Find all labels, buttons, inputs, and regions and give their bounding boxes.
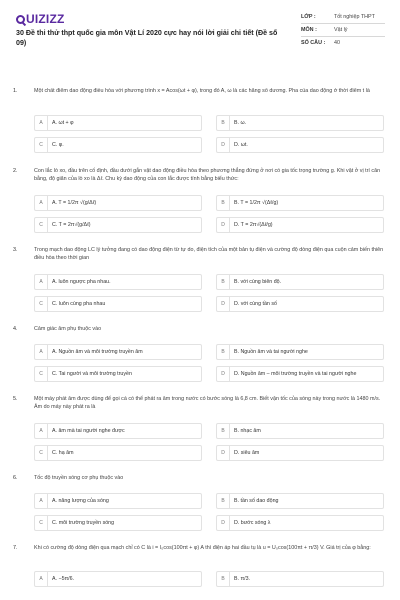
option-text: B. với cùng biên độ. bbox=[234, 279, 282, 285]
option-text: C. luôn cùng pha nhau bbox=[52, 301, 106, 307]
option-d[interactable] bbox=[216, 137, 384, 153]
option-text: C. Tai người và môi trường truyền bbox=[52, 371, 132, 377]
option-c[interactable] bbox=[34, 296, 202, 312]
option-text: C. môi trường truyền sóng bbox=[52, 520, 115, 526]
option-letter: C bbox=[35, 367, 48, 381]
worksheet-meta bbox=[301, 14, 385, 47]
option-letter: B bbox=[217, 275, 230, 289]
option-letter: B bbox=[217, 424, 230, 438]
logo-q-icon bbox=[16, 15, 25, 24]
option-text: A. Nguồn âm và môi trường truyền âm bbox=[52, 349, 143, 355]
meta-value: Tốt nghiệp THPT bbox=[334, 14, 375, 20]
option-c[interactable] bbox=[34, 137, 202, 153]
option-text: C. hạ âm bbox=[52, 450, 74, 456]
meta-class bbox=[301, 14, 385, 21]
option-d[interactable] bbox=[216, 366, 384, 382]
option-a[interactable] bbox=[34, 423, 202, 439]
option-c[interactable] bbox=[34, 515, 202, 531]
question-text: Con lắc lò xo, đầu trên cố định, đầu dưới gắn vật dao động điều hòa theo phương thẳng đứng ở nơi có gia tốc trọng trường g. Khi vật ở vị trí cân bằng, độ giãn của lò xo là Δℓ. Chu kỳ dao động của con lắc được tính bằng biểu thức: bbox=[34, 168, 381, 182]
option-letter: B bbox=[217, 494, 230, 508]
option-b[interactable] bbox=[216, 344, 384, 360]
question-number: 6. bbox=[13, 475, 18, 481]
option-b[interactable] bbox=[216, 195, 384, 211]
option-letter: A bbox=[35, 572, 48, 586]
option-text: C. T = 2π√(g/Δℓ) bbox=[52, 222, 91, 228]
option-letter: A bbox=[35, 424, 48, 438]
option-b[interactable] bbox=[216, 423, 384, 439]
meta-label: LỚP : bbox=[301, 14, 316, 20]
option-letter: A bbox=[35, 275, 48, 289]
option-letter: C bbox=[35, 138, 48, 152]
quizizz-logo bbox=[16, 12, 65, 26]
option-b[interactable] bbox=[216, 493, 384, 509]
meta-value: 40 bbox=[334, 40, 340, 46]
meta-divider bbox=[301, 23, 385, 24]
option-b[interactable] bbox=[216, 274, 384, 290]
question-number: 5. bbox=[13, 396, 18, 402]
option-text: B. ω. bbox=[234, 120, 247, 126]
option-a[interactable] bbox=[34, 493, 202, 509]
option-letter: D bbox=[217, 297, 230, 311]
option-letter: D bbox=[217, 367, 230, 381]
option-text: D. Nguồn âm – môi trường truyền và tai người nghe bbox=[234, 371, 357, 377]
question-text: Tốc độ truyền sóng cơ phụ thuộc vào bbox=[34, 475, 124, 481]
option-letter: A bbox=[35, 494, 48, 508]
question-number: 3. bbox=[13, 247, 18, 253]
option-letter: C bbox=[35, 446, 48, 460]
meta-subject bbox=[301, 27, 385, 34]
meta-value: Vật lý bbox=[334, 27, 348, 33]
question-text: Trong mạch dao động LC lý tưởng đang có dao động điện từ tự do, điện tích của một bản tụ điện và cường độ dòng điện qua cuộn cảm biến thiên điều hòa theo thời gian bbox=[34, 247, 384, 261]
option-text: B. Nguồn âm và tai người nghe bbox=[234, 349, 308, 355]
option-text: D. T = 2π√(Δℓ/g) bbox=[234, 222, 273, 228]
option-letter: D bbox=[217, 218, 230, 232]
option-d[interactable] bbox=[216, 445, 384, 461]
meta-label: MÔN : bbox=[301, 27, 317, 33]
question-number: 1. bbox=[13, 88, 18, 94]
option-text: D. siêu âm bbox=[234, 450, 260, 456]
option-d[interactable] bbox=[216, 296, 384, 312]
option-letter: B bbox=[217, 116, 230, 130]
meta-label: SỐ CÂU : bbox=[301, 40, 326, 46]
option-a[interactable] bbox=[34, 195, 202, 211]
question-text: Khi có cường độ dòng điện qua mạch chỉ có C là i = I₀cos(100πt + φ) A thì điện áp hai đầu tụ là u = U₀cos(100πt + π/3) V. Giá trị của φ bằng: bbox=[34, 545, 371, 551]
option-letter: D bbox=[217, 516, 230, 530]
option-b[interactable] bbox=[216, 571, 384, 587]
logo-text: UIZIZZ bbox=[26, 12, 65, 26]
option-letter: D bbox=[217, 446, 230, 460]
option-text: D. với cùng tần số bbox=[234, 301, 277, 307]
option-text: B. T = 1/2π √(Δℓ/g) bbox=[234, 200, 279, 206]
option-d[interactable] bbox=[216, 515, 384, 531]
option-letter: D bbox=[217, 138, 230, 152]
option-text: C. φ. bbox=[52, 142, 64, 148]
option-text: B. nhạc âm bbox=[234, 428, 261, 434]
option-a[interactable] bbox=[34, 571, 202, 587]
option-text: A. −5π/6. bbox=[52, 576, 75, 582]
question-number: 2. bbox=[13, 168, 18, 174]
option-letter: B bbox=[217, 196, 230, 210]
question-number: 4. bbox=[13, 326, 18, 332]
option-letter: A bbox=[35, 116, 48, 130]
meta-divider bbox=[301, 36, 385, 37]
question-text: Một chất điểm dao động điều hòa với phương trình x = Acos(ωt + φ), trong đó A, ω là các hằng số dương. Pha của dao động ở thời điểm t là bbox=[34, 88, 370, 94]
option-letter: A bbox=[35, 196, 48, 210]
option-letter: C bbox=[35, 516, 48, 530]
question-text: Cảm giác âm phụ thuộc vào bbox=[34, 326, 102, 332]
option-text: D. ωt. bbox=[234, 142, 248, 148]
worksheet-header bbox=[0, 0, 400, 76]
option-letter: C bbox=[35, 297, 48, 311]
option-c[interactable] bbox=[34, 217, 202, 233]
option-a[interactable] bbox=[34, 115, 202, 131]
option-d[interactable] bbox=[216, 217, 384, 233]
option-text: A. âm mà tai người nghe được bbox=[52, 428, 125, 434]
option-c[interactable] bbox=[34, 366, 202, 382]
option-text: A. năng lượng của sóng bbox=[52, 498, 109, 504]
question-text: Một máy phát âm được dùng để gọi cá có thể phát ra âm trong nước có bước sóng là 6,8 cm. Biết vận tốc của sóng này trong nước là 1480 m/s. Âm do máy này phát ra là bbox=[34, 396, 381, 410]
meta-count bbox=[301, 40, 385, 47]
option-text: B. π/3. bbox=[234, 576, 251, 582]
question-list bbox=[0, 88, 400, 600]
option-text: D. bước sóng λ bbox=[234, 520, 271, 526]
worksheet-title: 30 Đề thi thử thpt quốc gia môn Vật Lí 2020 cực hay nói lời giải chi tiết (Đề số 09) bbox=[16, 29, 278, 47]
option-text: A. T = 1/2π √(g/Δℓ) bbox=[52, 200, 97, 206]
option-a[interactable] bbox=[34, 344, 202, 360]
question-number: 7. bbox=[13, 545, 18, 551]
option-c[interactable] bbox=[34, 445, 202, 461]
option-letter: B bbox=[217, 345, 230, 359]
option-a[interactable] bbox=[34, 274, 202, 290]
option-letter: B bbox=[217, 572, 230, 586]
option-letter: C bbox=[35, 218, 48, 232]
option-text: A. luôn ngược pha nhau. bbox=[52, 279, 111, 285]
option-text: A. ωt + φ bbox=[52, 120, 74, 126]
option-letter: A bbox=[35, 345, 48, 359]
option-text: B. tần số dao động bbox=[234, 498, 279, 504]
option-b[interactable] bbox=[216, 115, 384, 131]
